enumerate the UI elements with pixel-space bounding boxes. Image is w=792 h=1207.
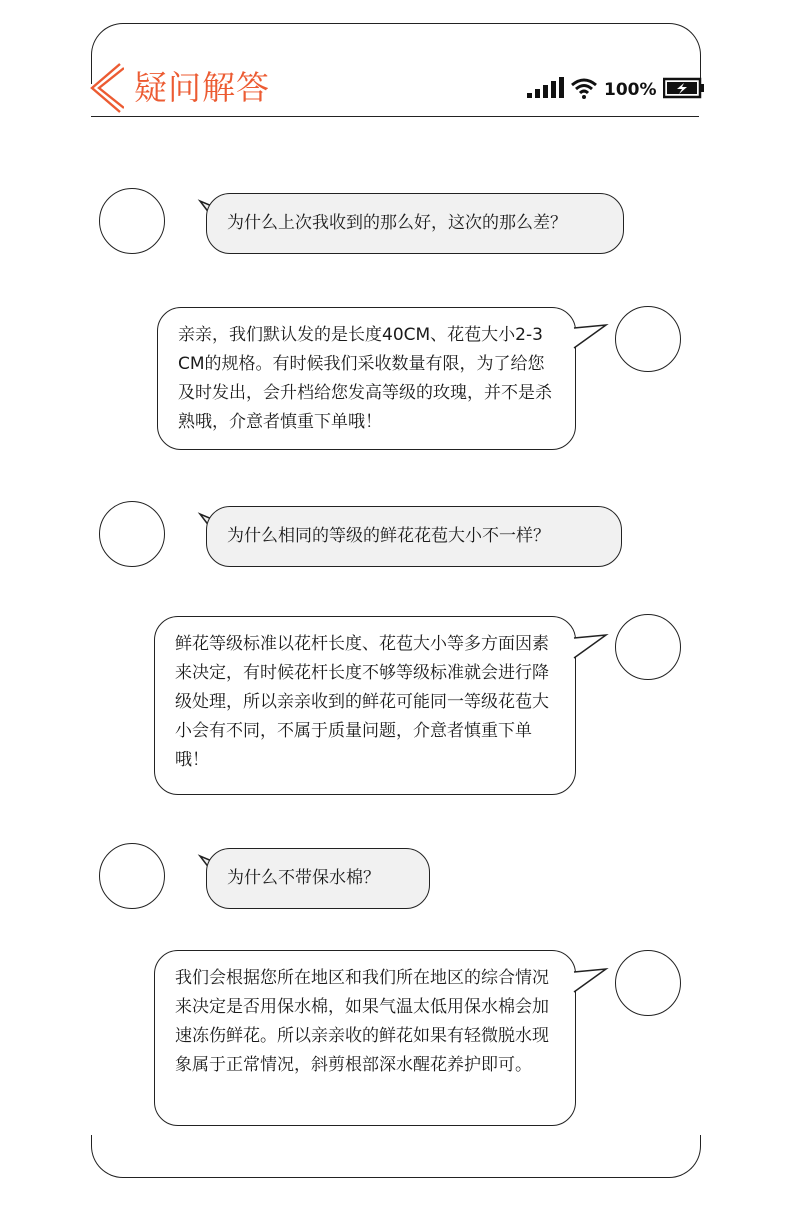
question-bubble <box>206 848 430 909</box>
bubble-tail <box>570 322 608 352</box>
question-bubble <box>206 193 624 254</box>
battery-charging-icon <box>663 77 705 103</box>
answer-text: 鲜花等级标准以花杆长度、花苞大小等多方面因素来决定，有时候花杆长度不够等级标准就会进行降级处理，所以亲亲收到的鲜花可能同一等级花苞大小会有不同，不属于质量问题，介意者慎重下单哦！ <box>175 634 549 770</box>
chevron-left-icon[interactable] <box>88 62 124 114</box>
battery-percent: 100% <box>604 80 657 100</box>
answer-bubble <box>157 307 576 450</box>
answer-text: 我们会根据您所在地区和我们所在地区的综合情况来决定是否用保水棉，如果气温太低用保水棉会加速冻伤鲜花。所以亲亲收的鲜花如果有轻微脱水现象属于正常情况，斜剪根部深水醒花养护即可。 <box>175 968 549 1075</box>
service-avatar <box>615 306 681 372</box>
header-divider <box>91 116 699 117</box>
question-text: 为什么不带保水棉？ <box>227 868 380 888</box>
page-title: 疑问解答 <box>134 68 270 107</box>
answer-bubble <box>154 950 576 1126</box>
service-avatar <box>615 614 681 680</box>
customer-avatar <box>99 501 165 567</box>
status-bar <box>526 76 705 104</box>
customer-avatar <box>99 843 165 909</box>
question-bubble <box>206 506 622 567</box>
question-text: 为什么上次我收到的那么好，这次的那么差？ <box>227 213 567 233</box>
phone-frame-bottom <box>91 1135 701 1178</box>
answer-text: 亲亲，我们默认发的是长度40CM、花苞大小2-3 CM的规格。有时候我们采收数量有限，为了给您及时发出，会升档给您发高等级的玫瑰，并不是杀熟哦，介意者慎重下单哦！ <box>178 325 552 432</box>
question-text: 为什么相同的等级的鲜花花苞大小不一样？ <box>227 526 550 546</box>
bubble-tail <box>570 632 608 662</box>
answer-bubble <box>154 616 576 795</box>
customer-avatar <box>99 188 165 254</box>
service-avatar <box>615 950 681 1016</box>
bubble-tail <box>570 966 608 996</box>
signal-icon <box>526 77 564 103</box>
wifi-icon <box>570 77 598 103</box>
